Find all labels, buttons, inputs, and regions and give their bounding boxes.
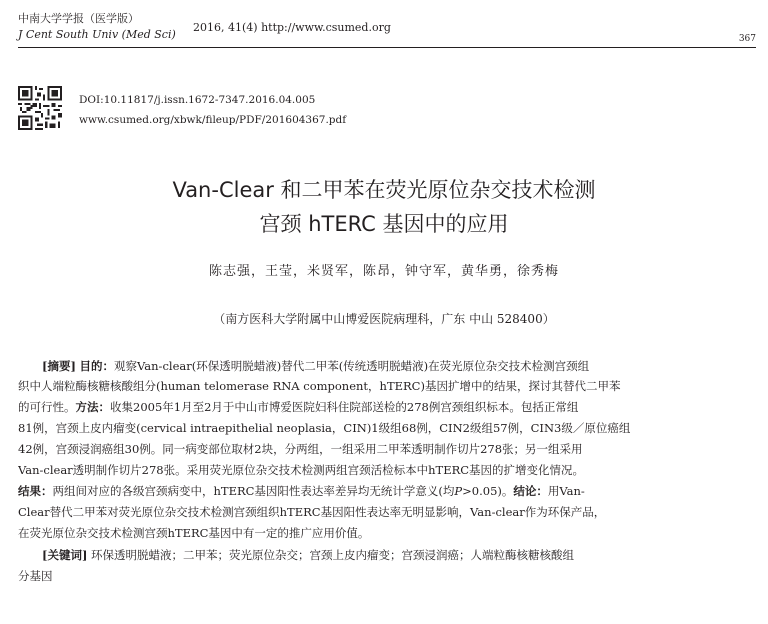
results-tail: >0.05)。 (462, 484, 514, 498)
keywords-line-1 (18, 545, 756, 565)
abstract-line-3 (18, 397, 756, 417)
abstract-label: [摘要] (42, 359, 76, 373)
article-title-line-2: 宫颈 hTERC 基因中的应用 (259, 212, 509, 236)
journal-header (18, 12, 756, 46)
purpose-text-3: 的可行性。 (18, 400, 76, 414)
methods-text-1: 收集2005年1月至2月于中山市博爱医院妇科住院部送检的278例宫颈组织标本。包括正常组 (110, 400, 579, 414)
methods-text-4: Van-clear透明制作切片278张。采用荧光原位杂交技术检测两组宫颈活检标本中hTERC基因的扩增变化情况。 (18, 463, 585, 477)
abstract-line-1 (18, 356, 756, 376)
abstract-line-6 (18, 460, 756, 480)
abstract-line-5 (18, 439, 756, 459)
header-rule (18, 47, 756, 48)
results-label: 结果： (18, 484, 53, 498)
abstract-line-4 (18, 418, 756, 438)
abstract-line-2 (18, 376, 756, 396)
purpose-text-2: 织中人端粒酶核糖核酸组分(human telomerase RNA component，hTERC)基因扩增中的结果，探讨其替代二甲苯 (18, 379, 621, 393)
pdf-url[interactable]: www.csumed.org/xbwk/fileup/PDF/201604367.pdf (79, 114, 347, 126)
doi[interactable]: DOI:10.11817/j.issn.1672-7347.2016.04.005 (79, 94, 316, 106)
abstract-line-7 (18, 481, 756, 501)
purpose-text-1: 观察Van-clear(环保透明脱蜡液)替代二甲苯(传统透明脱蜡液)在荧光原位杂交技术检测宫颈组 (114, 359, 590, 373)
affiliation: （南方医科大学附属中山博爱医院病理科，广东 中山 528400） (213, 312, 555, 326)
keywords-line-2 (18, 566, 756, 586)
conclusion-text-3: 在荧光原位杂交技术检测宫颈hTERC基因中有一定的推广应用价值。 (18, 526, 370, 540)
purpose-label: 目的： (79, 359, 115, 373)
results-text: 两组间对应的各级宫颈病变中，hTERC基因阳性表达率差异均无统计学意义(均 (52, 484, 455, 498)
journal-name-chinese: 中南大学学报（医学版） (18, 12, 139, 25)
qr-code-icon (18, 86, 62, 130)
abstract-line-8 (18, 502, 756, 522)
conclusion-text-1: 用Van- (547, 484, 585, 498)
methods-text-2: 81例，宫颈上皮内瘤变(cervical intraepithelial neoplasia，CIN)1级组68例，CIN2级组57例，CIN3级／原位癌组 (18, 421, 631, 435)
page-number: 367 (738, 34, 756, 44)
abstract-line-9 (18, 523, 756, 543)
p-value-symbol: P (454, 484, 463, 498)
volume-and-url: 2016, 41(4) http://www.csumed.org (193, 21, 391, 34)
conclusion-label: 结论： (513, 484, 548, 498)
author-list: 陈志强，王莹，米贤军，陈昂，钟守军，黄华勇，徐秀梅 (208, 264, 559, 279)
journal-name-english: J Cent South Univ (Med Sci) (18, 28, 176, 41)
methods-text-3: 42例，宫颈浸润癌组30例。同一病变部位取材2块，分两组，一组采用二甲苯透明制作切片278张；另一组采用 (18, 442, 583, 456)
article-title-line-1: Van-Clear 和二甲苯在荧光原位杂交技术检测 (172, 178, 596, 202)
methods-label: 方法： (75, 400, 110, 414)
keywords-label: [关键词] (42, 548, 88, 562)
conclusion-text-2: Clear替代二甲苯对荧光原位杂交技术检测宫颈组织hTERC基因阳性表达率无明显影响，Van-clear作为环保产品， (18, 505, 606, 519)
keywords-text-2: 分基因 (18, 569, 53, 583)
keywords-text-1: 环保透明脱蜡液；二甲苯；荧光原位杂交；宫颈上皮内瘤变；宫颈浸润癌；人端粒酶核糖核酸组 (91, 548, 575, 562)
